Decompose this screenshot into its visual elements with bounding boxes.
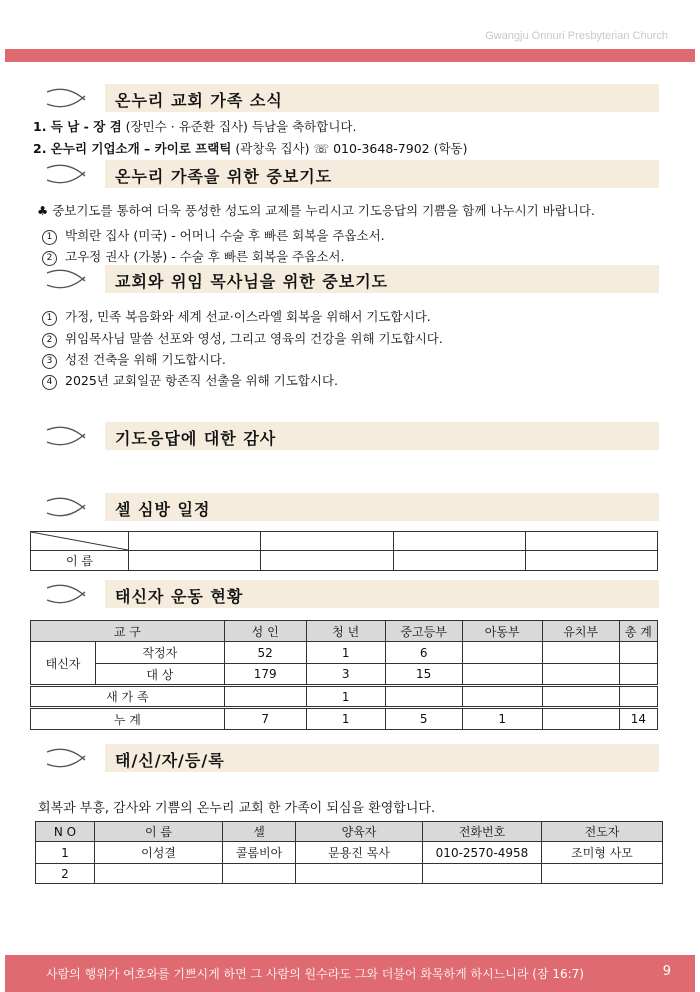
top-accent-bar (5, 49, 695, 62)
fish-icon (45, 164, 91, 184)
table-row: 새 가 족 1 (31, 686, 658, 708)
table-header: 전화번호 (423, 822, 542, 842)
section-title: 태/신/자/등/록 (115, 751, 225, 770)
table-row: 누 계 7 1 5 1 14 (31, 708, 658, 730)
news-item-2: 2. 온누리 기업소개 – 카이로 프랙틱 (곽창욱 집사) ☏ 010-3648-7902 (학동) (33, 141, 468, 156)
church-prayer-item: 4 2025년 교회일꾼 항존직 선출을 위해 기도합시다. (42, 371, 338, 390)
table-header: 셀 (223, 822, 296, 842)
group-label: 태신자 (31, 642, 96, 686)
table-header: 청 년 (306, 621, 385, 642)
table-header: 성 인 (224, 621, 306, 642)
club-icon: ♣ (37, 203, 49, 218)
footer-verse: 사람의 행위가 여호와를 기쁘시게 하면 그 사람의 원수라도 그와 더불어 화목하게 하시느니라 (잠 16:7) (46, 967, 584, 981)
section-header-family-prayer (45, 160, 659, 188)
table-header: 양육자 (296, 822, 423, 842)
fish-icon (45, 748, 91, 768)
fish-icon (45, 584, 91, 604)
section-header-family-news (45, 84, 659, 112)
table-row: 2 (36, 864, 663, 884)
fish-icon (45, 426, 91, 446)
diagonal-cell (31, 532, 129, 551)
section-header-cell-visit (45, 493, 659, 521)
name-label: 이 름 (31, 551, 129, 571)
church-prayer-item: 3 성전 건축을 위해 기도합시다. (42, 350, 226, 369)
table-header: 교 구 (31, 621, 225, 642)
fish-icon (45, 497, 91, 517)
section-title: 셀 심방 일정 (115, 500, 211, 519)
prayer-item: 2 고우정 권사 (가봉) - 수술 후 빠른 회복을 주옵소서. (42, 247, 344, 266)
church-name: Gwangju Onnuri Presbyterian Church (485, 30, 668, 42)
table-header: 전도자 (542, 822, 663, 842)
section-title: 교회와 위임 목사님을 위한 중보기도 (115, 272, 389, 291)
section-header-newcomers (45, 580, 659, 608)
table-header: 아동부 (462, 621, 542, 642)
cell-visit-table (30, 531, 658, 571)
table-header: 이 름 (95, 822, 223, 842)
page-number: 9 (662, 964, 671, 979)
table-row: 대 상 179 3 15 (31, 664, 658, 686)
table-header: N O (36, 822, 95, 842)
section-title: 온누리 가족을 위한 중보기도 (115, 167, 333, 186)
prayer-item: 1 박희란 집사 (미국) - 어머니 수술 후 빠른 회복을 주옵소서. (42, 226, 385, 245)
section-header-church-prayer (45, 265, 659, 293)
church-prayer-item: 1 가정, 민족 복음화와 세계 선교·이스라엘 회복을 위해서 기도합시다. (42, 307, 431, 326)
section-header-registration (45, 744, 659, 772)
table-header: 총 계 (619, 621, 657, 642)
section-title: 기도응답에 대한 감사 (115, 429, 277, 448)
fish-icon (45, 269, 91, 289)
table-header: 중고등부 (385, 621, 462, 642)
section-title: 온누리 교회 가족 소식 (115, 91, 283, 110)
fish-icon (45, 88, 91, 108)
church-prayer-item: 2 위임목사님 말씀 선포와 영성, 그리고 영육의 건강을 위해 기도합시다. (42, 329, 443, 348)
newcomers-table (30, 620, 658, 730)
section-title: 태신자 운동 현황 (115, 587, 244, 606)
welcome-text: 회복과 부흥, 감사와 기쁨의 온누리 교회 한 가족이 되심을 환영합니다. (38, 801, 436, 816)
table-row: 태신자 작정자 52 1 6 (31, 642, 658, 664)
news-item-1: 1. 득 남 - 장 겸 (장민수 · 유준환 집사) 득남을 축하합니다. (33, 119, 357, 134)
table-header: 유치부 (542, 621, 619, 642)
prayer-intro: ♣ 중보기도를 통하여 더욱 풍성한 성도의 교제를 누리시고 기도응답의 기쁨을 함께 나누시기 바랍니다. (37, 203, 595, 218)
section-header-thanks (45, 422, 659, 450)
table-row: 1 이성결 콜롬비아 문용진 목사 010-2570-4958 조미형 사모 (36, 842, 663, 864)
registration-table (35, 821, 663, 884)
footer-bar (5, 955, 695, 992)
